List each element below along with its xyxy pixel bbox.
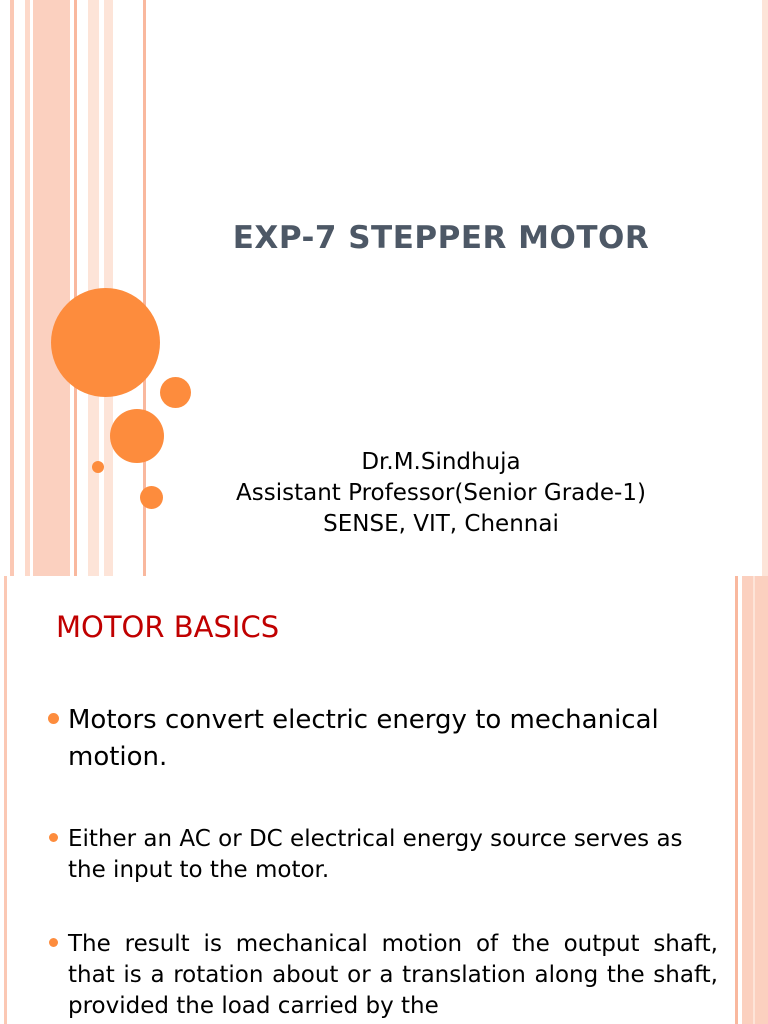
- bullet-dot-icon: [49, 833, 58, 842]
- slide-title: EXP-7 STEPPER MOTOR: [232, 220, 650, 256]
- decorative-stripe: [33, 0, 70, 576]
- bullet-item: [46, 702, 718, 776]
- decorative-stripe: [762, 0, 768, 576]
- bullet-dot-icon: [48, 713, 59, 724]
- bullet-dot-icon: [49, 938, 58, 947]
- decorative-stripe: [735, 576, 738, 1024]
- author-block: [150, 447, 732, 540]
- bullet-text: The result is mechanical motion of the output shaft, that is a rotation about or a translation along the shaft, provided the load carried by the: [68, 931, 718, 1019]
- decorative-stripe: [25, 0, 30, 576]
- author-name: Dr.M.Sindhuja: [361, 449, 521, 475]
- decorative-stripe: [753, 576, 755, 1024]
- bullet-item: [46, 824, 718, 886]
- decorative-circle-large: [51, 288, 160, 397]
- bullet-text: Motors convert electric energy to mechanical motion.: [68, 705, 659, 772]
- bullet-item: [46, 929, 718, 1022]
- decorative-circle-small: [160, 377, 191, 408]
- decorative-circle-tiny: [92, 461, 104, 473]
- decorative-stripe: [74, 0, 77, 576]
- decorative-stripe: [4, 576, 7, 1024]
- decorative-stripe: [742, 576, 768, 1024]
- bullet-text: Either an AC or DC electrical energy source serves as the input to the motor.: [68, 826, 683, 883]
- decorative-stripe: [10, 0, 14, 576]
- content-slide-title: MOTOR BASICS: [56, 610, 280, 644]
- author-affiliation: SENSE, VIT, Chennai: [323, 511, 559, 537]
- author-position: Assistant Professor(Senior Grade-1): [236, 480, 646, 506]
